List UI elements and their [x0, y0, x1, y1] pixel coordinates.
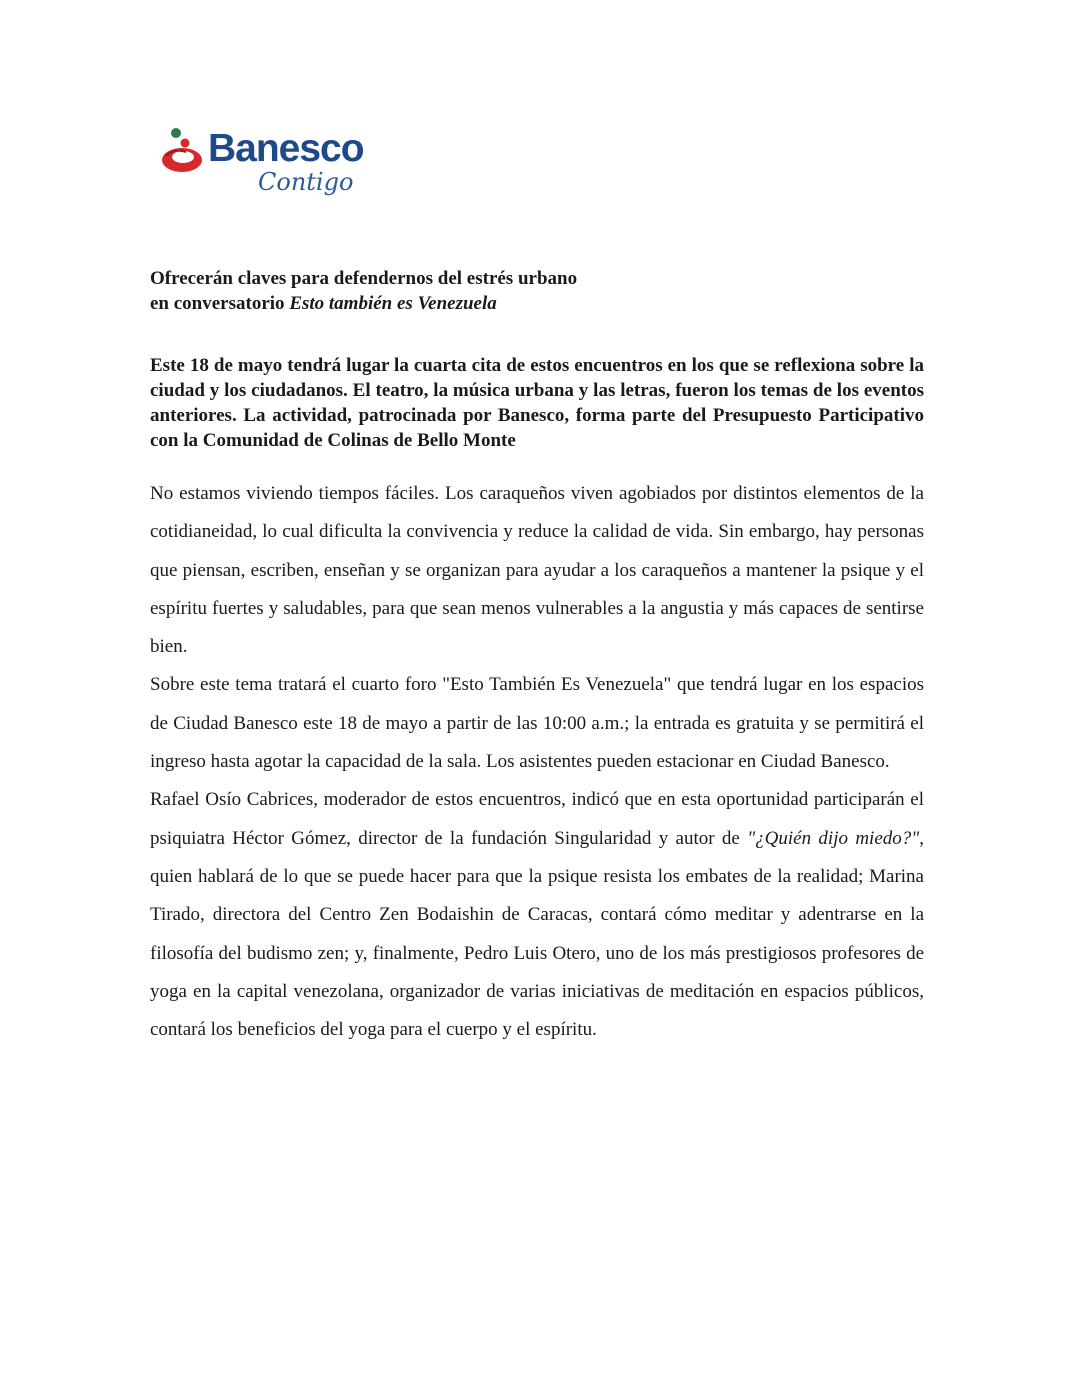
- book-title: "¿Quién dijo miedo?": [747, 827, 920, 849]
- brand-tagline: Contigo: [258, 168, 354, 196]
- paragraph-2: Sobre este tema tratará el cuarto foro "Esto También Es Venezuela" que tendrá lugar en los espacios de Ciudad Banesco este 18 de mayo a partir de las 10:00 a.m.; la entrada es gratuita y se permitirá el ingreso hasta agotar la capacidad de la sala. Los asistentes pueden estacionar en Ciudad Banesco.: [150, 674, 924, 773]
- headline-event-title: Esto también es Venezuela: [289, 293, 497, 314]
- banesco-logo: [160, 124, 400, 208]
- headline-line-1: Ofrecerán claves para defendernos del estrés urbano: [150, 268, 578, 289]
- brand-name: Banesco: [208, 127, 364, 170]
- article-body: [150, 475, 924, 1049]
- banesco-emblem-icon: [160, 126, 208, 182]
- paragraph-3-part-b: , quien hablará de lo que se puede hacer para que la psique resista los embates de la realidad; Marina Tirado, directora del Centro Zen Bodaishin de Caracas, contará cómo meditar y adentrarse en la filosofía del budismo zen; y, finalmente, Pedro Luis Otero, uno de los más prestigiosos profesores de yoga en la capital venezolana, organizador de varias iniciativas de meditación en espacios públicos, contará los beneficios del yoga para el cuerpo y el espíritu.: [150, 827, 924, 1041]
- headline: [150, 266, 924, 316]
- paragraph-3-part-a: Rafael Osío Cabrices, moderador de estos encuentros, indicó que en esta oportunidad participarán el psiquiatra Héctor Gómez, director de la fundación Singularidad y autor de: [150, 789, 924, 849]
- press-release: [150, 266, 924, 1049]
- headline-line-2-prefix: en conversatorio: [150, 293, 290, 314]
- lead-paragraph: Este 18 de mayo tendrá lugar la cuarta cita de estos encuentros en los que se reflexiona sobre la ciudad y los ciudadanos. El teatro, la música urbana y las letras, fueron los temas de los eventos anteriores. La actividad, patrocinada por Banesco, forma parte del Presupuesto Participativo con la Comunidad de Colinas de Bello Monte: [150, 355, 924, 451]
- paragraph-1: No estamos viviendo tiempos fáciles. Los caraqueños viven agobiados por distintos elementos de la cotidianeidad, lo cual dificulta la convivencia y reduce la calidad de vida. Sin embargo, hay personas que piensan, escriben, enseñan y se organizan para ayudar a los caraqueños a mantener la psique y el espíritu fuertes y saludables, para que sean menos vulnerables a la angustia y más capaces de sentirse bien.: [150, 483, 924, 658]
- paragraph-3: [150, 781, 924, 1049]
